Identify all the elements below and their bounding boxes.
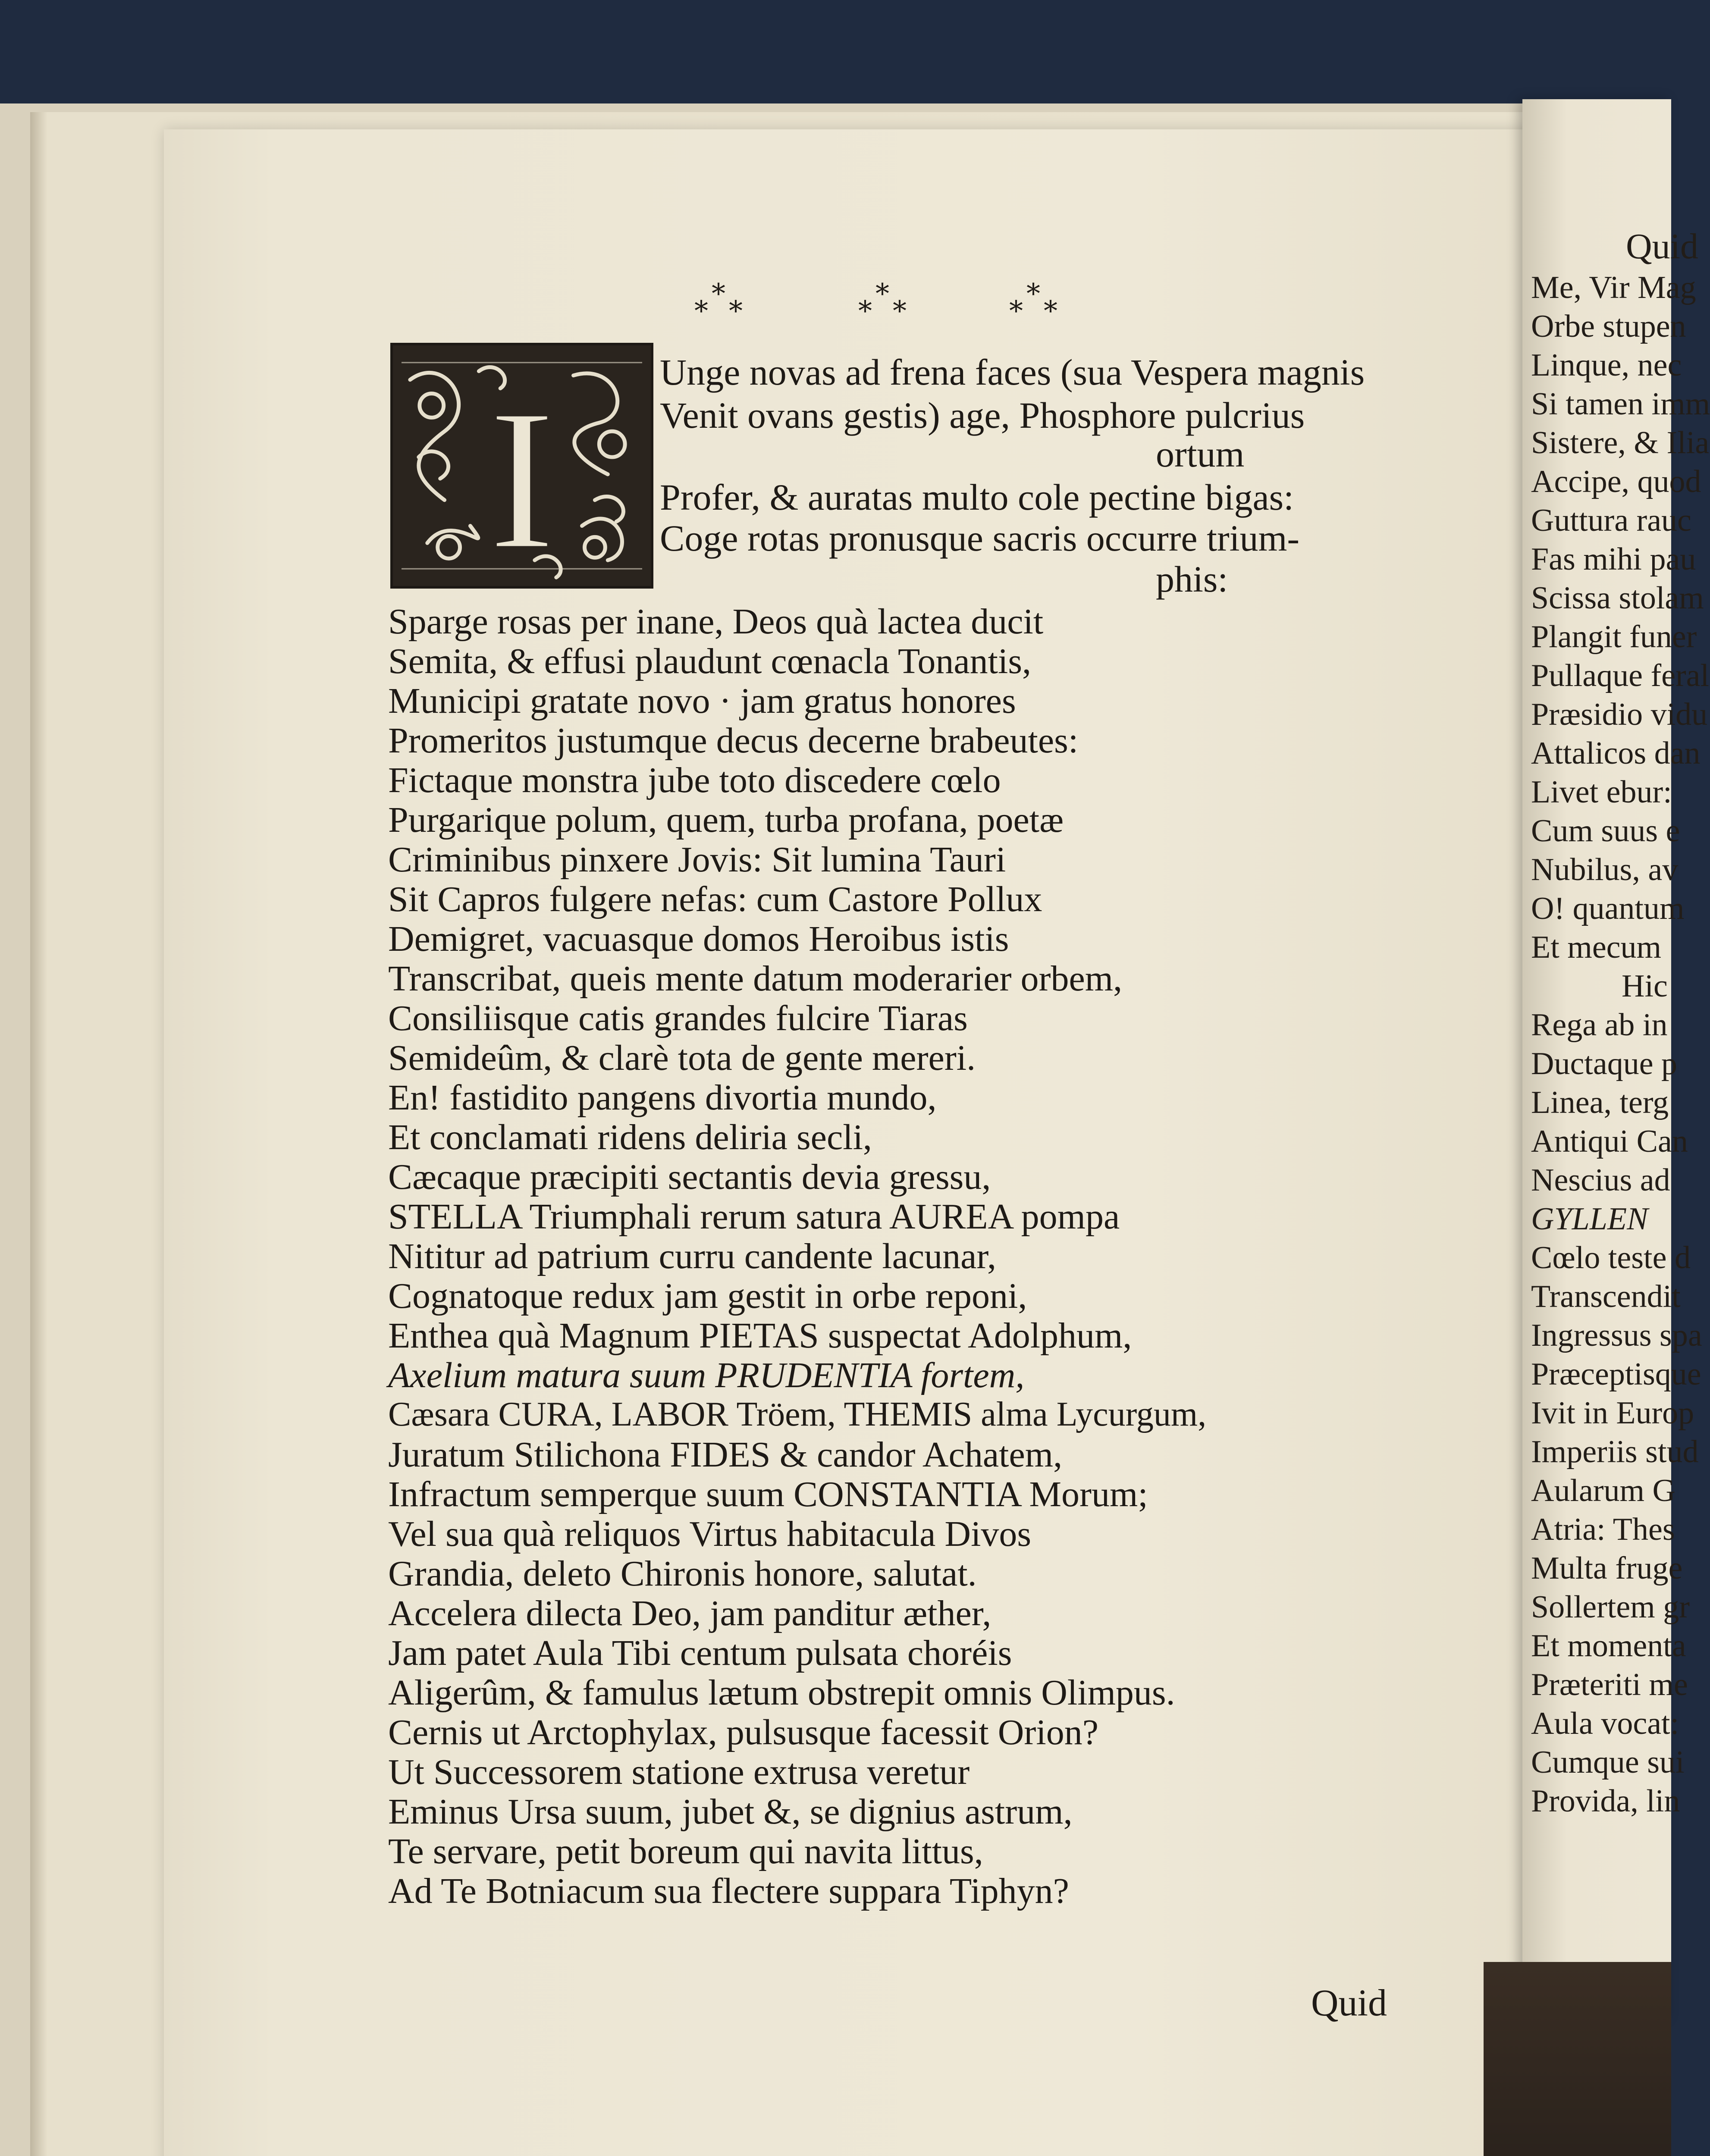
right-page-line: Ductaque p xyxy=(1531,1046,1678,1081)
poem-line: Ut Successorem statione extrusa veretur xyxy=(388,1752,970,1792)
right-page-line: Sistere, & Ilia xyxy=(1531,425,1710,461)
right-page-line: Ivit in Europ xyxy=(1531,1395,1694,1431)
right-page-line: Nescius ad xyxy=(1531,1163,1670,1198)
right-page-line: Et momenta xyxy=(1531,1628,1686,1664)
poem-line: Cognatoque redux jam gestit in orbe reponi, xyxy=(388,1276,1027,1316)
poem-line: Axelium matura suum PRUDENTIA fortem, xyxy=(388,1355,1025,1395)
star-icon: * xyxy=(1044,295,1057,327)
right-page-line: Guttura rauc xyxy=(1531,503,1691,538)
binding-shadow xyxy=(1484,1962,1671,2156)
star-icon: * xyxy=(712,278,725,310)
right-page-line: Præteriti me xyxy=(1531,1667,1688,1702)
poem-line: Cæsara CURA, LABOR Tröem, THEMIS alma Lycurgum, xyxy=(388,1395,1207,1433)
star-icon: * xyxy=(729,295,743,327)
poem-line: Et conclamati ridens deliria secli, xyxy=(388,1117,872,1157)
poem-line: Vel sua quà reliquos Virtus habitacula Divos xyxy=(388,1514,1032,1554)
poem-line: Aligerûm, & famulus lætum obstrepit omnis Olimpus. xyxy=(388,1673,1175,1713)
poem-line: Unge novas ad frena faces (sua Vespera magnis xyxy=(660,351,1365,393)
poem-line: Cæcaque præcipiti sectantis devia gressu, xyxy=(388,1157,991,1197)
right-page-line: Atria: Thes xyxy=(1531,1512,1675,1547)
right-page-line: Cœlo teste d xyxy=(1531,1240,1691,1275)
poem-line: Demigret, vacuasque domos Heroibus istis xyxy=(388,919,1009,959)
right-page-line: Rega ab in xyxy=(1531,1007,1668,1043)
right-page-line: Imperiis stud xyxy=(1531,1434,1699,1470)
poem-line: Nititur ad patrium curru candente lacunar, xyxy=(388,1236,997,1276)
right-page-line: Linque, nec xyxy=(1531,348,1682,383)
initial-letter: I xyxy=(488,368,555,592)
poem-line: Municipi gratate novo · jam gratus honores xyxy=(388,681,1016,721)
right-page-line: Et mecum xyxy=(1531,930,1662,965)
poem-line: Transcribat, queis mente datum moderarier orbem, xyxy=(388,959,1123,999)
right-page-line: Provida, lin xyxy=(1531,1783,1680,1819)
poem-line: Te servare, petit boreum qui navita littus, xyxy=(388,1831,983,1871)
right-page-line: Fas mihi pau xyxy=(1531,542,1696,577)
right-page-line: Scissa stolam xyxy=(1531,580,1704,616)
right-page-line: O! quantum xyxy=(1531,891,1685,926)
poem-line: Purgarique polum, quem, turba profana, poetæ xyxy=(388,800,1064,840)
right-page-line: Linea, terg xyxy=(1531,1085,1669,1120)
right-page-line: Quid xyxy=(1626,226,1698,266)
poem-line: Criminibus pinxere Jovis: Sit lumina Tauri xyxy=(388,840,1006,880)
poem-line: Sparge rosas per inane, Deos quà lactea ducit xyxy=(388,602,1044,642)
poem-line: Semita, & effusi plaudunt cœnacla Tonantis, xyxy=(388,641,1032,681)
right-page-line: Si tamen imm xyxy=(1531,386,1710,422)
poem-line: Enthea quà Magnum PIETAS suspectat Adolphum, xyxy=(388,1316,1132,1356)
right-page-line: Præsidio vidu xyxy=(1531,697,1708,732)
star-icon: * xyxy=(694,295,708,327)
poem-line: Promeritos justumque decus decerne brabeutes: xyxy=(388,721,1079,761)
poem-line: Juratum Stilichona FIDES & candor Achatem, xyxy=(388,1435,1063,1475)
right-page-line: Sollertem gr xyxy=(1531,1589,1690,1625)
star-icon: * xyxy=(858,295,872,327)
poem-line: Semideûm, & clarè tota de gente mereri. xyxy=(388,1038,976,1078)
poem-line: Consiliisque catis grandes fulcire Tiaras xyxy=(388,998,968,1038)
poem-line: phis: xyxy=(1156,558,1228,600)
poem-line: Eminus Ursa suum, jubet &, se dignius astrum, xyxy=(388,1792,1073,1832)
poem-line: ortum xyxy=(1156,433,1245,475)
right-page-line: Aula vocat: xyxy=(1531,1706,1679,1741)
poem-line: Fictaque monstra jube toto discedere cœlo xyxy=(388,760,1001,800)
poem-line: Grandia, deleto Chironis honore, salutat. xyxy=(388,1554,977,1594)
star-icon: * xyxy=(1009,295,1023,327)
star-icon: * xyxy=(875,278,889,310)
right-page-line: Plangit funer xyxy=(1531,619,1697,655)
right-page-line: Nubilus, av xyxy=(1531,852,1679,887)
catchword: Quid xyxy=(1311,1982,1387,2024)
poem-line: Jam patet Aula Tibi centum pulsata choréis xyxy=(388,1633,1012,1673)
right-page xyxy=(1522,99,1710,2018)
right-page-line: Transcendit xyxy=(1531,1279,1681,1314)
poem-line: Coge rotas pronusque sacris occurre trium- xyxy=(660,517,1300,559)
right-page-line: Attalicos dan xyxy=(1531,736,1701,771)
poem-line: STELLA Triumphali rerum satura AUREA pompa xyxy=(388,1197,1120,1237)
right-page-line: Cum suus e xyxy=(1531,813,1680,849)
right-page-line: Livet ebur: xyxy=(1531,774,1672,810)
right-page-line: Pullaque feral xyxy=(1531,658,1709,693)
poem-line: Cernis ut Arctophylax, pulsusque facessit Orion? xyxy=(388,1712,1099,1752)
star-icon: * xyxy=(893,295,907,327)
right-page-line: Me, Vir Mag xyxy=(1531,270,1696,305)
poem-line: Profer, & auratas multo cole pectine bigas: xyxy=(660,476,1294,518)
right-page-line: Ingressus spa xyxy=(1531,1318,1702,1353)
poem-line: En! fastidito pangens divortia mundo, xyxy=(388,1078,937,1118)
star-icon: * xyxy=(1026,278,1040,310)
right-page-line: Præceptisque xyxy=(1531,1357,1701,1392)
right-page-line: Aularum G xyxy=(1531,1473,1675,1508)
poem-line: Sit Capros fulgere nefas: cum Castore Pollux xyxy=(388,879,1042,919)
right-page-line: Orbe stupen xyxy=(1531,309,1686,344)
right-page-line: Cumque sui xyxy=(1531,1745,1685,1780)
right-page-line: Accipe, quod xyxy=(1531,464,1701,499)
right-page-line: Hic xyxy=(1622,968,1668,1004)
right-page-line: Multa fruge xyxy=(1531,1551,1683,1586)
poem-line: Ad Te Botniacum sua flectere suppara Tiphyn? xyxy=(388,1871,1069,1911)
right-page-line: Antiqui Can xyxy=(1531,1124,1688,1159)
poem-line: Venit ovans gestis) age, Phosphore pulcrius xyxy=(660,395,1305,436)
poem-line: Accelera dilecta Deo, jam panditur æther, xyxy=(388,1593,991,1633)
right-page-line: GYLLEN xyxy=(1531,1201,1648,1237)
poem-line: Infractum semperque suum CONSTANTIA Morum; xyxy=(388,1474,1148,1514)
